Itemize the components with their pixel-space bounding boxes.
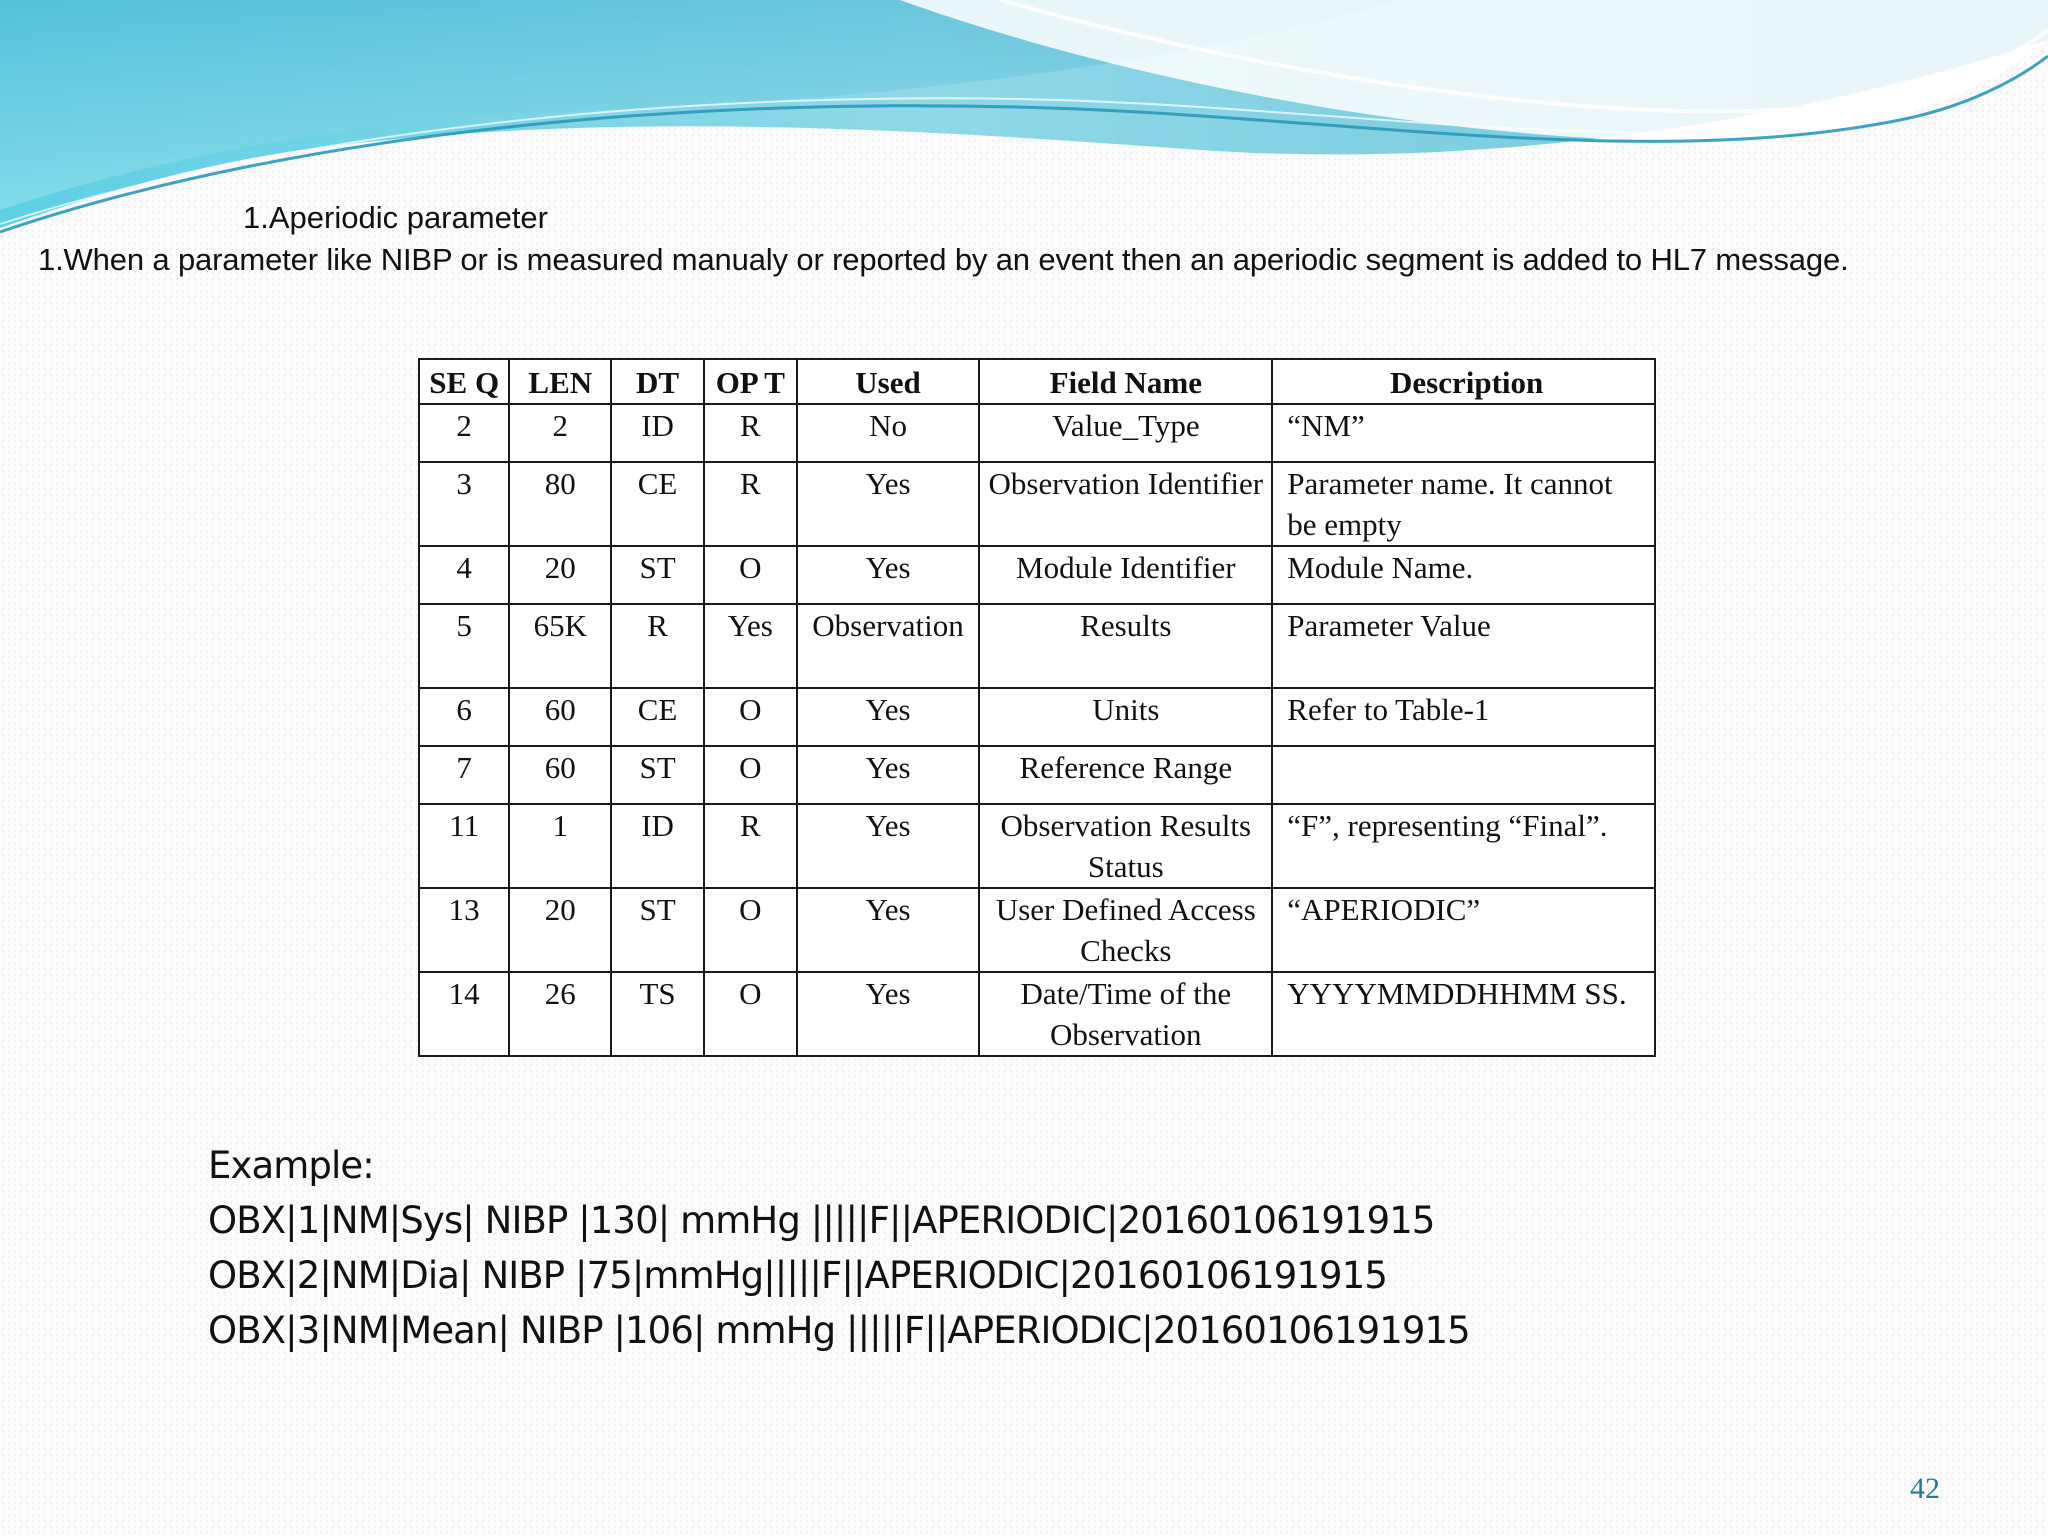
cell-seq: 5 <box>419 604 509 688</box>
cell-seq: 13 <box>419 888 509 972</box>
example-line: OBX|1|NM|Sys| NIBP |130| mmHg |||||F||APERIODIC|20160106191915 <box>208 1199 1435 1242</box>
cell-description: YYYYMMDDHHMM SS. <box>1272 972 1655 1056</box>
cell-description: Module Name. <box>1272 546 1655 604</box>
slide-intro-text: 1.When a parameter like NIBP or is measured manualy or reported by an event then an aperiodic segment is added to HL7 message. <box>38 242 1849 277</box>
cell-dt: CE <box>611 462 704 546</box>
table-header-row <box>419 359 1655 404</box>
header-seq: SE Q <box>419 359 509 404</box>
cell-len: 26 <box>509 972 611 1056</box>
cell-opt: O <box>704 746 797 804</box>
table-row <box>419 804 1655 888</box>
cell-used: Yes <box>797 688 980 746</box>
cell-len: 80 <box>509 462 611 546</box>
cell-description: Refer to Table-1 <box>1272 688 1655 746</box>
header-used: Used <box>797 359 980 404</box>
cell-seq: 6 <box>419 688 509 746</box>
cell-dt: ST <box>611 546 704 604</box>
example-label: Example: <box>208 1144 374 1187</box>
cell-used: Yes <box>797 746 980 804</box>
cell-field-name: Units <box>979 688 1272 746</box>
cell-len: 60 <box>509 688 611 746</box>
table-row <box>419 972 1655 1056</box>
table-row <box>419 546 1655 604</box>
cell-opt: Yes <box>704 604 797 688</box>
cell-opt: R <box>704 804 797 888</box>
table-row <box>419 688 1655 746</box>
cell-opt: O <box>704 546 797 604</box>
example-line: OBX|3|NM|Mean| NIBP |106| mmHg |||||F||APERIODIC|20160106191915 <box>208 1309 1470 1352</box>
table-row <box>419 462 1655 546</box>
header-dt: DT <box>611 359 704 404</box>
cell-used: Yes <box>797 888 980 972</box>
cell-dt: ID <box>611 404 704 462</box>
cell-description <box>1272 746 1655 804</box>
cell-len: 65K <box>509 604 611 688</box>
header-opt: OP T <box>704 359 797 404</box>
cell-dt: R <box>611 604 704 688</box>
cell-opt: O <box>704 972 797 1056</box>
cell-field-name: Reference Range <box>979 746 1272 804</box>
cell-seq: 14 <box>419 972 509 1056</box>
cell-dt: ID <box>611 804 704 888</box>
cell-opt: R <box>704 404 797 462</box>
cell-description: Parameter name. It cannot be empty <box>1272 462 1655 546</box>
cell-field-name: Value_Type <box>979 404 1272 462</box>
cell-seq: 7 <box>419 746 509 804</box>
cell-field-name: Module Identifier <box>979 546 1272 604</box>
cell-dt: TS <box>611 972 704 1056</box>
table-row <box>419 404 1655 462</box>
cell-used: Observation <box>797 604 980 688</box>
cell-used: No <box>797 404 980 462</box>
example-line: OBX|2|NM|Dia| NIBP |75|mmHg|||||F||APERIODIC|20160106191915 <box>208 1254 1387 1297</box>
cell-field-name: Date/Time of the Observation <box>979 972 1272 1056</box>
cell-len: 1 <box>509 804 611 888</box>
slide-heading: 1.Aperiodic parameter <box>243 200 548 235</box>
cell-description: “APERIODIC” <box>1272 888 1655 972</box>
cell-used: Yes <box>797 972 980 1056</box>
table-row <box>419 604 1655 688</box>
cell-used: Yes <box>797 462 980 546</box>
table-row <box>419 746 1655 804</box>
cell-seq: 2 <box>419 404 509 462</box>
cell-field-name: Results <box>979 604 1272 688</box>
cell-opt: O <box>704 688 797 746</box>
cell-len: 20 <box>509 546 611 604</box>
cell-opt: R <box>704 462 797 546</box>
cell-used: Yes <box>797 546 980 604</box>
cell-len: 60 <box>509 746 611 804</box>
hl7-example-block <box>208 1138 1470 1358</box>
cell-dt: CE <box>611 688 704 746</box>
page-number: 42 <box>1910 1472 1940 1505</box>
table-row <box>419 888 1655 972</box>
cell-seq: 3 <box>419 462 509 546</box>
header-field-name: Field Name <box>979 359 1272 404</box>
cell-seq: 4 <box>419 546 509 604</box>
cell-field-name: User Defined Access Checks <box>979 888 1272 972</box>
cell-description: “F”, representing “Final”. <box>1272 804 1655 888</box>
cell-len: 20 <box>509 888 611 972</box>
header-len: LEN <box>509 359 611 404</box>
cell-dt: ST <box>611 746 704 804</box>
header-description: Description <box>1272 359 1655 404</box>
cell-description: Parameter Value <box>1272 604 1655 688</box>
cell-description: “NM” <box>1272 404 1655 462</box>
cell-field-name: Observation Identifier <box>979 462 1272 546</box>
cell-opt: O <box>704 888 797 972</box>
cell-used: Yes <box>797 804 980 888</box>
cell-len: 2 <box>509 404 611 462</box>
cell-dt: ST <box>611 888 704 972</box>
cell-seq: 11 <box>419 804 509 888</box>
obx-segment-table <box>418 358 1656 1057</box>
cell-field-name: Observation Results Status <box>979 804 1272 888</box>
